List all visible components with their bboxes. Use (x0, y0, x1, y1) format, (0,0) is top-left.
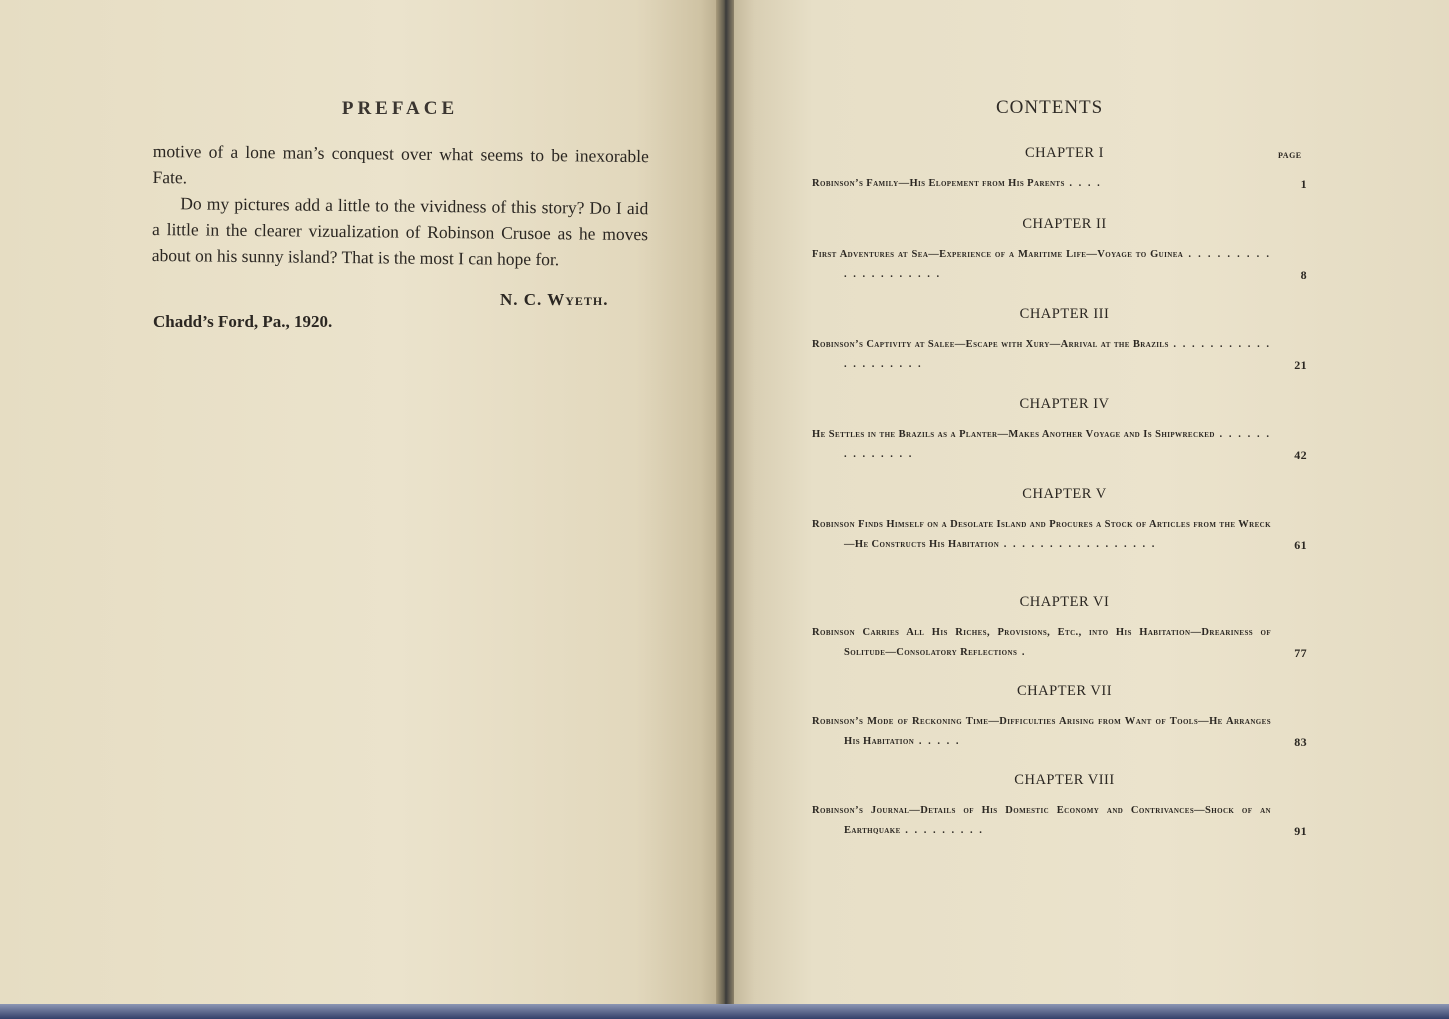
toc-entry-text: Robinson Carries All His Riches, Provisions, Etc., into His Habitation—Dreariness of Solitude—Consolatory Reflections (812, 627, 1271, 658)
toc-entry-text: First Adventures at Sea—Experience of a Maritime Life—Voyage to Guinea (812, 249, 1184, 260)
toc-entry: He Settles in the Brazils as a Planter—Makes Another Voyage and Is Shipwrecked . . . . . . . . . . . . . . 42 (812, 425, 1307, 465)
chapter-title: CHAPTER VII (1016, 683, 1113, 699)
book-cover-edge (0, 1004, 1449, 1019)
chapter-title: CHAPTER VI (1019, 594, 1110, 610)
book-gutter (716, 0, 734, 1019)
toc-entry: Robinson’s Journal—Details of His Domestic Economy and Contrivances—Shock of an Earthquake . . . . . . . . . 91 (812, 801, 1307, 841)
toc-chapter (812, 306, 1307, 375)
toc-page-number: 61 (1294, 538, 1307, 552)
toc-entry-text: Robinson’s Journal—Details of His Domestic Economy and Contrivances—Shock of an Earthquake (812, 805, 1271, 836)
toc-entry: Robinson Carries All His Riches, Provisions, Etc., into His Habitation—Dreariness of Solitude—Consolatory Reflections . 77 (812, 623, 1307, 663)
preface-paragraph: motive of a lone man’s conquest over what seems to be inexorable Fate. (152, 140, 649, 188)
chapter-title: CHAPTER I (1024, 145, 1105, 161)
contents-heading: CONTENTS (996, 97, 1104, 118)
toc-page-number: 91 (1294, 824, 1307, 838)
toc-entry: Robinson’s Captivity at Salee—Escape with Xury—Arrival at the Brazils . . . . . . . . . . . . . . . . . . . . 21 (812, 335, 1307, 375)
left-page (0, 0, 722, 1012)
toc-chapter (812, 396, 1307, 465)
toc-entry: First Adventures at Sea—Experience of a Maritime Life—Voyage to Guinea . . . . . . . . . . . . . . . . . . . . 8 (812, 245, 1307, 285)
toc-entry-text: Robinson’s Family—His Elopement from His Parents (812, 178, 1065, 189)
chapter-title: CHAPTER II (1022, 216, 1107, 232)
chapter-title: CHAPTER V (1022, 486, 1107, 502)
toc-page-number: 83 (1294, 735, 1307, 749)
author-signature: N. C. Wyeth. (500, 290, 609, 309)
toc-page-number: 1 (1300, 177, 1307, 191)
chapter-title: CHAPTER III (1019, 306, 1110, 322)
preface-heading: PREFACE (341, 98, 459, 119)
toc-page-number: 42 (1294, 448, 1307, 462)
toc-entry: Robinson’s Family—His Elopement from His Parents . . . . 1 (812, 174, 1307, 194)
page-column-label: PAGE (1278, 151, 1302, 160)
place-date: Chadd’s Ford, Pa., 1920. (153, 312, 333, 331)
toc-page-number: 8 (1300, 268, 1307, 282)
toc-chapter (812, 594, 1307, 663)
preface-paragraph: Do my pictures add a little to the vividness of this story? Do I aid a little in the clearer vizualization of Robinson Crusoe as he moves about on his sunny island? That is the most I can hope for. (151, 193, 649, 270)
toc-chapter (812, 145, 1307, 194)
chapter-title: CHAPTER IV (1019, 396, 1110, 412)
toc-page-number: 21 (1294, 358, 1307, 372)
toc-entry-text: Robinson’s Mode of Reckoning Time—Difficulties Arising from Want of Tools—He Arranges His Habitation (812, 716, 1271, 747)
toc-chapter (812, 216, 1307, 285)
toc-chapter (812, 683, 1307, 752)
toc-chapter (812, 486, 1307, 555)
preface-body (152, 138, 649, 273)
toc-chapter (812, 772, 1307, 841)
toc-page-number: 77 (1294, 646, 1307, 660)
toc-entry-text: Robinson Finds Himself on a Desolate Island and Procures a Stock of Articles from the Wreck—He Constructs His Habitation (812, 519, 1271, 550)
chapter-title: CHAPTER VIII (1014, 772, 1115, 788)
toc-entry: Robinson Finds Himself on a Desolate Island and Procures a Stock of Articles from the Wreck—He Constructs His Habitation . . . . . . . . . . . . . . . . . 61 (812, 515, 1307, 555)
toc-entry-text: He Settles in the Brazils as a Planter—Makes Another Voyage and Is Shipwrecked (812, 429, 1215, 440)
toc-entry: Robinson’s Mode of Reckoning Time—Difficulties Arising from Want of Tools—He Arranges His Habitation . . . . . 83 (812, 712, 1307, 752)
toc-entry-text: Robinson’s Captivity at Salee—Escape with Xury—Arrival at the Brazils (812, 339, 1169, 350)
